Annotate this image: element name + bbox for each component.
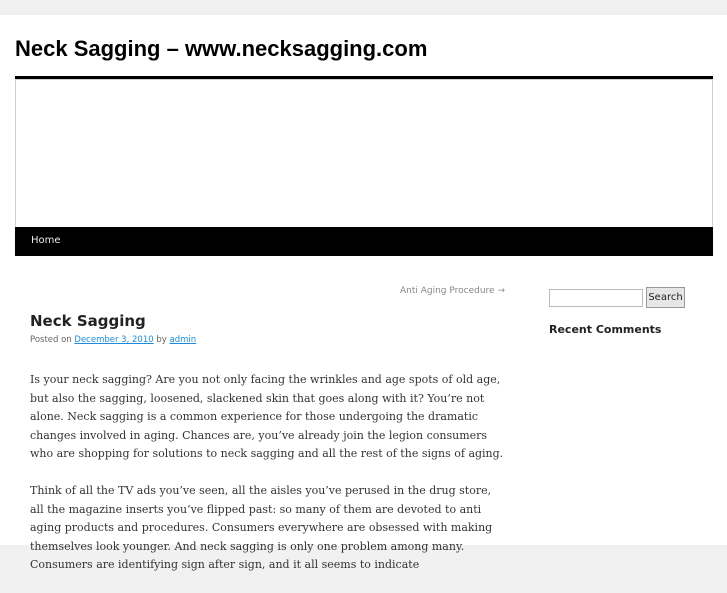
post-meta	[30, 335, 196, 345]
post-title[interactable]: Neck Sagging	[30, 312, 146, 330]
page-wrapper	[0, 15, 727, 572]
main-navigation	[15, 227, 713, 256]
search-input[interactable]	[549, 289, 643, 307]
post-paragraph: Is your neck sagging? Are you not only facing the wrinkles and age spots of old age, but also the sagging, loosened, slackened skin that goes along with it? You’re not alone. Neck sagging is a common experience for those undergoing the dramatic changes involved in aging. Chances are, you’ve already join the legion consumers who are shopping for solutions to neck sagging and all the rest of the signs of aging.	[30, 373, 504, 461]
recent-comments-title: Recent Comments	[549, 323, 662, 336]
post-date-link[interactable]: December 3, 2010	[74, 335, 154, 345]
author-link[interactable]: admin	[169, 335, 197, 345]
site-title[interactable]: Neck Sagging – www.necksagging.com	[15, 36, 428, 61]
search-button[interactable]: Search	[646, 287, 685, 308]
header-image	[15, 79, 713, 227]
posted-on-label: Posted on	[30, 335, 72, 345]
post-paragraph: Think of all the TV ads you’ve seen, all the aisles you’ve perused in the drug store, all the magazine inserts you’ve flipped past: so many of them are devoted to anti aging products and procedures. Consumers everywhere are obsessed with making themselves look younger. And neck sagging is only one problem among many. Consumers are identifying sign after sign, and it all seems to indicate	[30, 483, 493, 572]
by-label: by	[156, 335, 167, 345]
nav-item-home[interactable]: Home	[31, 235, 61, 246]
post-content	[30, 371, 508, 593]
next-post-link[interactable]: Anti Aging Procedure →	[399, 286, 505, 296]
